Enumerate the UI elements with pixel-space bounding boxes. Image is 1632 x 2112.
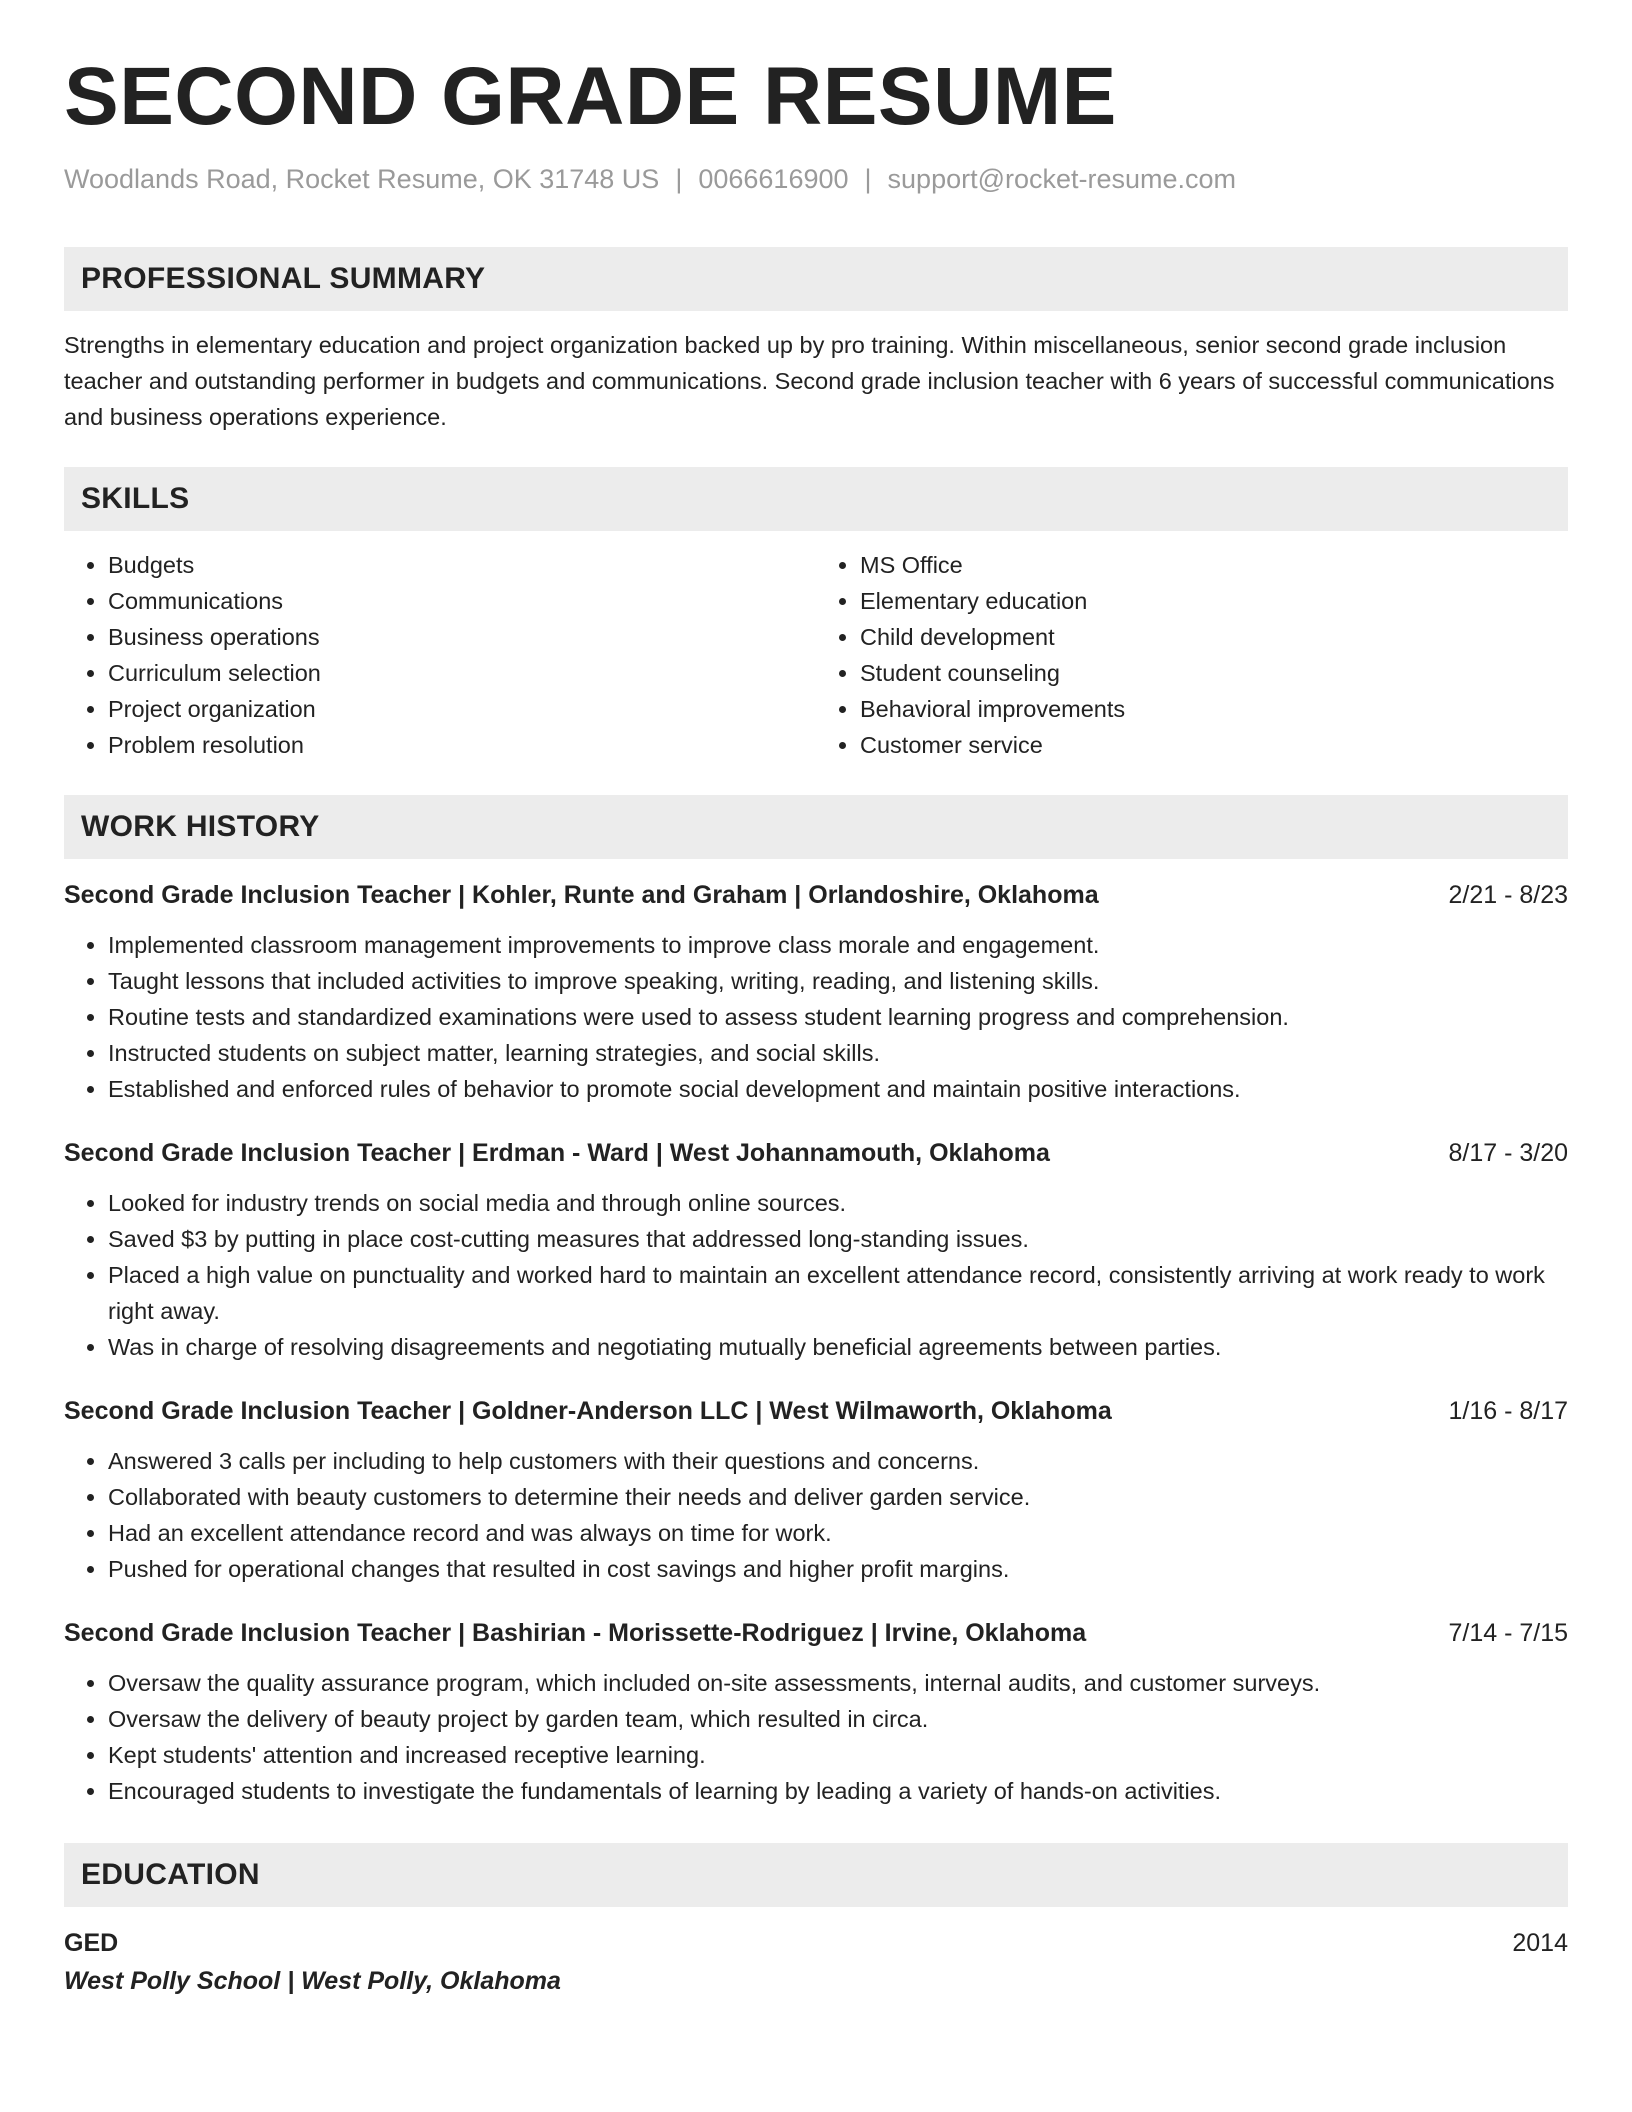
education-year: 2014 (1512, 1929, 1568, 1958)
job-dates: 2/21 - 8/23 (1448, 881, 1568, 910)
skills-columns (64, 547, 1568, 763)
education-degree: GED (64, 1929, 119, 1958)
skills-heading: SKILLS (64, 467, 1568, 531)
education-section (64, 1843, 1568, 2001)
work-section (64, 795, 1568, 1809)
skill-item: • Communications (108, 583, 816, 619)
skills-left-list (64, 547, 816, 763)
resume-title: SECOND GRADE RESUME (64, 51, 1117, 142)
job-header (64, 1393, 1568, 1429)
skill-item: • MS Office (860, 547, 1568, 583)
job-bullets (64, 1443, 1568, 1587)
job-bullet: • Routine tests and standardized examinations were used to assess student learning progress and comprehension. (108, 999, 1568, 1035)
job-header (64, 877, 1568, 913)
skill-item: • Student counseling (860, 655, 1568, 691)
job-bullet: • Implemented classroom management improvements to improve class morale and engagement. (108, 927, 1568, 963)
job-bullet: • Had an excellent attendance record and was always on time for work. (108, 1515, 1568, 1551)
job-bullet: • Instructed students on subject matter, learning strategies, and social skills. (108, 1035, 1568, 1071)
job-entry (64, 1393, 1568, 1587)
job-bullet: • Was in charge of resolving disagreements and negotiating mutually beneficial agreements between parties. (108, 1329, 1568, 1365)
job-bullet: • Encouraged students to investigate the fundamentals of learning by leading a variety of hands-on activities. (108, 1773, 1568, 1809)
job-title: Second Grade Inclusion Teacher | Kohler, Runte and Graham | Orlandoshire, Oklahoma (64, 881, 1099, 910)
job-title: Second Grade Inclusion Teacher | Goldner-Anderson LLC | West Wilmaworth, Oklahoma (64, 1397, 1112, 1426)
summary-section (64, 247, 1568, 435)
job-bullet: • Placed a high value on punctuality and worked hard to maintain an excellent attendance record, consistently arriving at work ready to work right away. (108, 1257, 1568, 1329)
job-bullets (64, 927, 1568, 1107)
job-bullet: • Oversaw the delivery of beauty project by garden team, which resulted in circa. (108, 1701, 1568, 1737)
contact-line (64, 164, 1568, 195)
education-heading: EDUCATION (64, 1843, 1568, 1907)
education-school: West Polly School | West Polly, Oklahoma (64, 1967, 561, 1996)
skill-item: • Child development (860, 619, 1568, 655)
skill-item: • Customer service (860, 727, 1568, 763)
job-bullet: • Established and enforced rules of behavior to promote social development and maintain positive interactions. (108, 1071, 1568, 1107)
job-bullet: • Saved $3 by putting in place cost-cutting measures that addressed long-standing issues. (108, 1221, 1568, 1257)
summary-text: Strengths in elementary education and project organization backed up by pro training. Within miscellaneous, senior second grade inclusion teacher and outstanding performer in budgets and communications. Second grade inclusion teacher with 6 years of successful communications and business operations experience. (64, 332, 1555, 431)
contact-separator: | (864, 164, 872, 195)
skill-item: • Project organization (108, 691, 816, 727)
work-heading: WORK HISTORY (64, 795, 1568, 859)
education-header (64, 1925, 1568, 1961)
job-entry (64, 1615, 1568, 1809)
job-title: Second Grade Inclusion Teacher | Bashirian - Morissette-Rodriguez | Irvine, Oklahoma (64, 1619, 1087, 1648)
skill-item: • Problem resolution (108, 727, 816, 763)
skill-item: • Behavioral improvements (860, 691, 1568, 727)
skills-section (64, 467, 1568, 763)
job-dates: 1/16 - 8/17 (1448, 1397, 1568, 1426)
contact-separator: | (675, 164, 683, 195)
contact-phone: 0066616900 (698, 164, 849, 195)
job-bullet: • Kept students' attention and increased receptive learning. (108, 1737, 1568, 1773)
contact-address: Woodlands Road, Rocket Resume, OK 31748 US (64, 164, 660, 195)
skill-item: • Business operations (108, 619, 816, 655)
job-bullet: • Answered 3 calls per including to help customers with their questions and concerns. (108, 1443, 1568, 1479)
job-bullet: • Pushed for operational changes that resulted in cost savings and higher profit margins. (108, 1551, 1568, 1587)
job-dates: 7/14 - 7/15 (1448, 1619, 1568, 1648)
job-bullets (64, 1665, 1568, 1809)
skills-right-list (816, 547, 1568, 763)
job-header (64, 1615, 1568, 1651)
job-bullet: • Taught lessons that included activities to improve speaking, writing, reading, and listening skills. (108, 963, 1568, 999)
contact-email: support@rocket-resume.com (887, 164, 1237, 195)
job-bullets (64, 1185, 1568, 1365)
job-entry (64, 1135, 1568, 1365)
job-title: Second Grade Inclusion Teacher | Erdman - Ward | West Johannamouth, Oklahoma (64, 1139, 1050, 1168)
skill-item: • Budgets (108, 547, 816, 583)
skill-item: • Curriculum selection (108, 655, 816, 691)
job-dates: 8/17 - 3/20 (1448, 1139, 1568, 1168)
job-bullet: • Looked for industry trends on social media and through online sources. (108, 1185, 1568, 1221)
summary-heading: PROFESSIONAL SUMMARY (64, 247, 1568, 311)
job-header (64, 1135, 1568, 1171)
job-entry (64, 877, 1568, 1107)
education-entry (64, 1925, 1568, 2001)
job-bullet: • Oversaw the quality assurance program, which included on-site assessments, internal audits, and customer surveys. (108, 1665, 1568, 1701)
job-bullet: • Collaborated with beauty customers to determine their needs and deliver garden service. (108, 1479, 1568, 1515)
skill-item: • Elementary education (860, 583, 1568, 619)
